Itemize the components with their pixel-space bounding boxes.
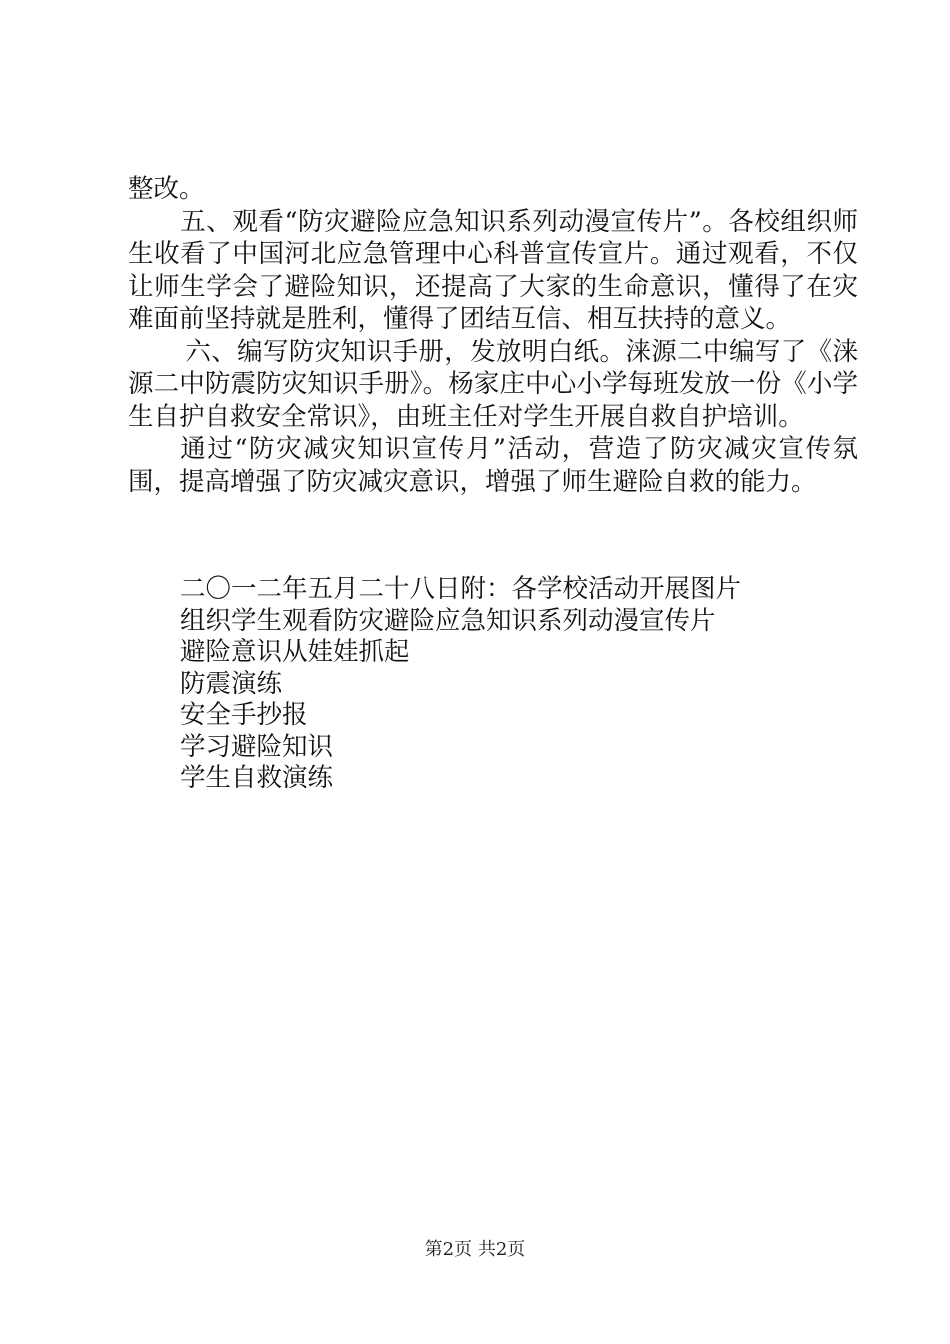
paragraph-continuation: 整改。 (128, 174, 205, 204)
attachment-item: 防震演练 (180, 668, 283, 699)
date-and-attachment-heading: 二〇一二年五月二十八日附：各学校活动开展图片 (180, 574, 742, 604)
paragraph-conclusion: 通过“防灾减灾知识宣传月”活动，营造了防灾减灾宣传氛围，提高增强了防灾减灾意识，增强了师生避险自救的能力。 (128, 434, 858, 497)
page-footer: 第2页 共2页 (424, 1239, 526, 1260)
paragraph-section-six: 六、编写防灾知识手册，发放明白纸。涞源二中编写了《涞源二中防震防灾知识手册》。杨家庄中心小学每班发放一份《小学生自护自救安全常识》，由班主任对学生开展自救自护培训。 (128, 336, 858, 432)
paragraph-section-five: 五、观看“防灾避险应急知识系列动漫宣传片”。各校组织师生收看了中国河北应急管理中心科普宣传宣片。通过观看，不仅让师生学会了避险知识，还提高了大家的生命意识，懂得了在灾难面前坚持就是胜利，懂得了团结互信、相互扶持的意义。 (128, 206, 858, 334)
attachment-item: 学习避险知识 (180, 731, 334, 762)
attachment-item: 安全手抄报 (180, 700, 308, 730)
document-body (128, 173, 858, 498)
attachment-item: 学生自救演练 (180, 763, 334, 793)
attachment-list (180, 574, 741, 795)
attachment-item: 避险意识从娃娃抓起 (180, 637, 410, 667)
attachment-item: 组织学生观看防灾避险应急知识系列动漫宣传片 (180, 605, 716, 636)
